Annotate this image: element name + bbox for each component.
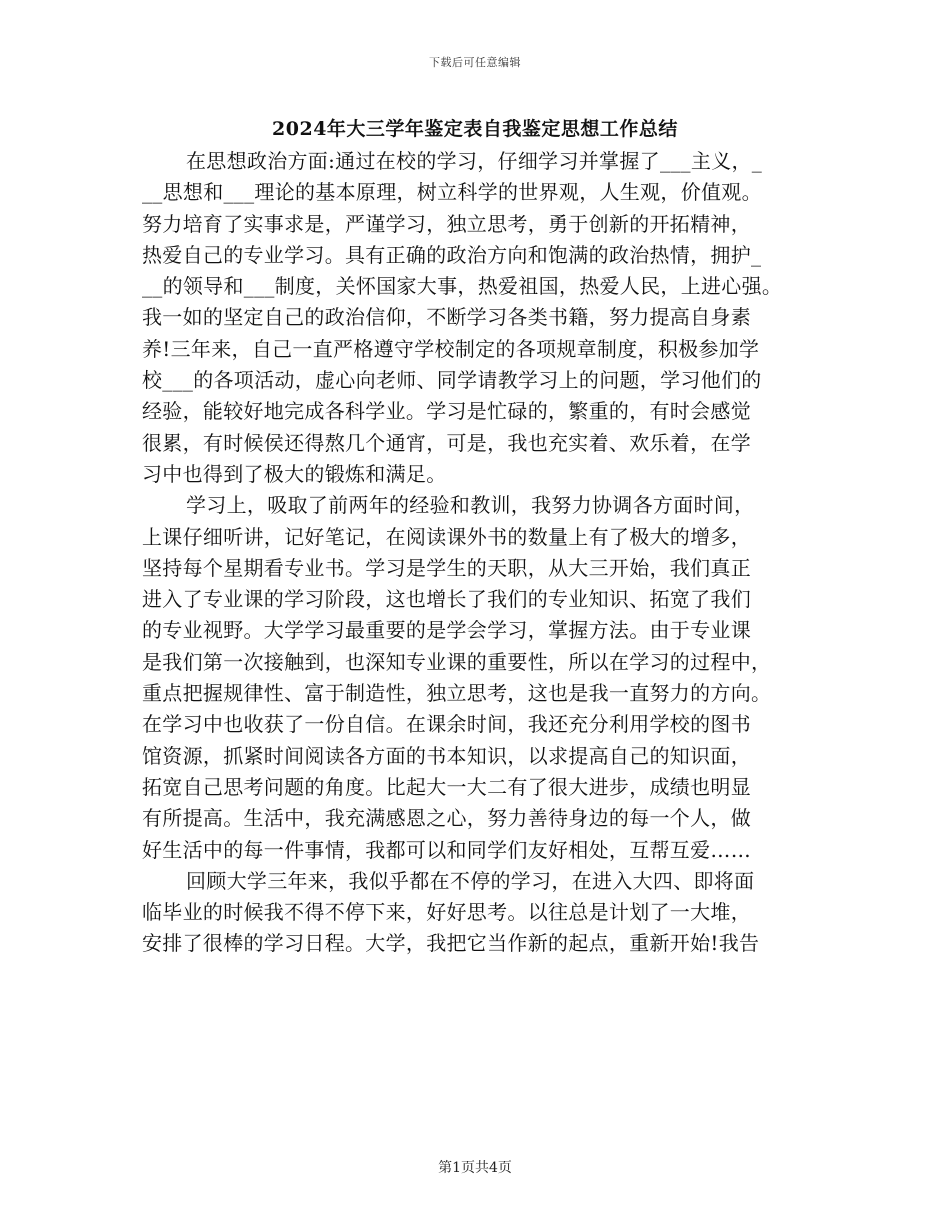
- paragraph-line: 在学习中也收获了一份自信。在课余时间，我还充分利用学校的图书: [142, 712, 751, 737]
- paragraph-line: 临毕业的时候我不得不停下来，好好思考。以往总是计划了一大堆，: [142, 900, 751, 925]
- document-title: 2024年大三学年鉴定表自我鉴定思想工作总结: [272, 118, 678, 140]
- document-body: [142, 146, 822, 960]
- paragraph-line: 很累，有时候侯还得熬几个通宵，可是，我也充实着、欢乐着，在学: [142, 430, 751, 455]
- paragraph-line: 学习上，吸取了前两年的经验和教训，我努力协调各方面时间，: [186, 493, 755, 518]
- paragraph-line: 上课仔细听讲，记好笔记，在阅读课外书的数量上有了极大的增多，: [142, 524, 751, 549]
- paragraph-line: 习中也得到了极大的锻炼和满足。: [142, 461, 447, 486]
- paragraph-line: 回顾大学三年来，我似乎都在不停的学习，在进入大四、即将面: [186, 868, 755, 893]
- paragraph-line: 的专业视野。大学学习最重要的是学会学习，掌握方法。由于专业课: [142, 618, 751, 643]
- paragraph-line: 拓宽自己思考问题的角度。比起大一大二有了很大进步，成绩也明显: [142, 774, 751, 799]
- paragraph-line: 有所提高。生活中，我充满感恩之心，努力善待身边的每一个人，做: [142, 806, 751, 831]
- paragraph-line: 好生活中的每一件事情，我都可以和同学们友好相处，互帮互爱……: [142, 837, 751, 862]
- paragraph-line: 养!三年来，自己一直严格遵守学校制定的各项规章制度，积极参加学: [142, 336, 760, 361]
- paragraph-line: 在思想政治方面:通过在校的学习，仔细学习并掌握了___主义，_: [186, 149, 763, 173]
- paragraph-line: 坚持每个星期看专业书。学习是学生的天职，从大三开始，我们真正: [142, 555, 751, 580]
- paragraph-line: 我一如的坚定自己的政治信仰，不断学习各类书籍，努力提高自身素: [142, 305, 751, 330]
- paragraph-line: 馆资源，抓紧时间阅读各方面的书本知识，以求提高自己的知识面，: [142, 743, 751, 768]
- paragraph-line: 重点把握规律性、富于制造性，独立思考，这也是我一直努力的方向。: [142, 681, 772, 706]
- paragraph-line: 安排了很棒的学习日程。大学，我把它当作新的起点，重新开始!我告: [142, 931, 760, 956]
- page-header-note: 下载后可任意编辑: [429, 56, 521, 69]
- paragraph-line: __思想和___理论的基本原理，树立科学的世界观，人生观，价值观。: [142, 180, 762, 205]
- paragraph-line: 努力培育了实事求是，严谨学习，独立思考，勇于创新的开拓精神，: [142, 211, 751, 236]
- paragraph-line: 是我们第一次接触到，也深知专业课的重要性，所以在学习的过程中，: [142, 649, 772, 674]
- paragraph-line: 进入了专业课的学习阶段，这也增长了我们的专业知识、拓宽了我们: [142, 587, 751, 612]
- paragraph-line: __的领导和___制度，关怀国家大事，热爱祖国，热爱人民，上进心强。: [142, 274, 783, 299]
- paragraph-line: 经验，能较好地完成各科学业。学习是忙碌的，繁重的，有时会感觉: [142, 399, 751, 424]
- page-number: 第1页共4页: [438, 1160, 512, 1176]
- paragraph-line: 热爱自己的专业学习。具有正确的政治方向和饱满的政治热情，拥护_: [142, 242, 762, 267]
- paragraph-line: 校___的各项活动，虚心向老师、同学请教学习上的问题，学习他们的: [142, 368, 762, 393]
